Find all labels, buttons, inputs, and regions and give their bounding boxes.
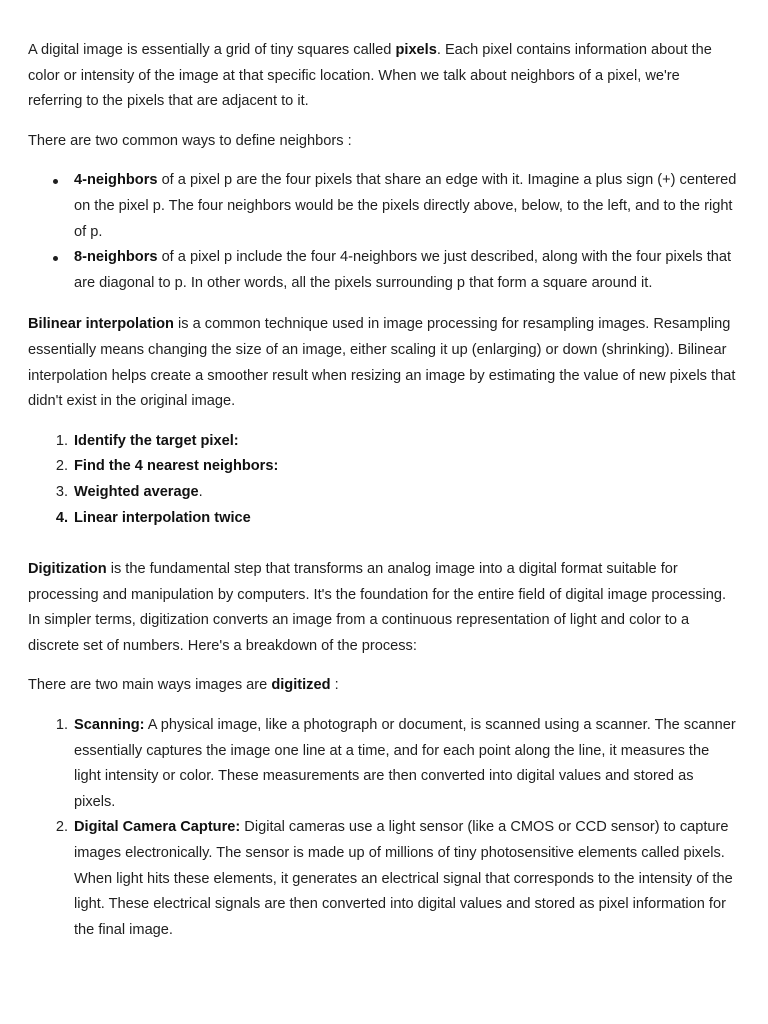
step-text: . xyxy=(198,483,203,500)
term-8-neighbors: 8-neighbors xyxy=(74,249,158,266)
digitization-paragraph xyxy=(28,557,738,659)
ways-text-end: : xyxy=(330,677,339,694)
bilinear-paragraph xyxy=(28,312,738,414)
digitized-term: digitized xyxy=(271,677,331,694)
desc-8-neighbors: of a pixel p include the four 4-neighbors we just described, along with the four pixels that are diagonal to p. In other words, all the pixels surrounding p that form a square around it. xyxy=(74,249,732,291)
list-item-scanning xyxy=(55,713,738,815)
method-text: Digital cameras use a light sensor (like a CMOS or CCD sensor) to capture images electronically. The sensor is made up of millions of tiny photosensitive elements called pixels. When light hits these elements, it generates an electrical signal that corresponds to the intensity of the light. These electrical signals are then converted into digital values and stored as pixel information for the final image. xyxy=(74,819,733,938)
step-number: 4. xyxy=(55,509,68,526)
method-number: 2. xyxy=(55,819,68,836)
method-text: A physical image, like a photograph or document, is scanned using a scanner. The scanner essentially captures the image one line at a time, and for each point along the line, it measures the light intensity or color. These measurements are then converted into digital values and stored as pixels. xyxy=(74,717,736,810)
intro-text-start: A digital image is essentially a grid of tiny squares called xyxy=(28,42,396,58)
desc-4-neighbors: of a pixel p are the four pixels that share an edge with it. Imagine a plus sign (+) centered on the pixel p. The four neighbors would be the pixels directly above, below, to the left, and to the right of p. xyxy=(74,172,737,240)
bilinear-steps-list xyxy=(28,429,738,531)
intro-paragraph xyxy=(28,38,738,115)
method-title: Scanning: xyxy=(74,717,145,734)
step-title: Weighted average xyxy=(74,483,199,500)
ways-paragraph xyxy=(28,673,738,699)
intro-text-end: . Each pixel contains information about the color or intensity of the image at that specific location. When we talk about neighbors of a pixel, we're referring to the pixels that are adjacent to it. xyxy=(28,42,712,110)
digitization-term: Digitization xyxy=(28,561,107,578)
list-item-step-3 xyxy=(55,480,738,506)
step-number: 1. xyxy=(55,432,68,449)
list-item-8-neighbors xyxy=(74,245,738,296)
term-4-neighbors: 4-neighbors xyxy=(74,172,158,189)
bilinear-text: is a common technique used in image processing for resampling images. Resampling essentially means changing the size of an image, either scaling it up (enlarging) or down (shrinking). Bilinear interpolation helps create a smoother result when resizing an image by estimating the value of new pixels that didn't exist in the original image. xyxy=(28,316,736,410)
list-item-step-4 xyxy=(55,506,738,532)
method-title: Digital Camera Capture: xyxy=(74,819,241,836)
step-number: 3. xyxy=(55,483,68,500)
neighbors-list xyxy=(28,168,738,296)
list-item-step-1 xyxy=(55,429,738,455)
pixels-term: pixels xyxy=(395,42,437,58)
digitization-text: is the fundamental step that transforms an analog image into a digital format suitable for processing and manipulation by computers. It's the foundation for the entire field of digital image processing. In simpler terms, digitization converts an image from a continuous representation of light and color to a discrete set of numbers. Here's a breakdown of the process: xyxy=(28,561,727,654)
ways-text-start: There are two main ways images are xyxy=(28,677,272,694)
list-item-4-neighbors xyxy=(74,168,738,245)
step-title: Identify the target pixel: xyxy=(74,432,239,449)
list-item-step-2 xyxy=(55,454,738,480)
method-number: 1. xyxy=(55,717,68,734)
digitization-methods-list xyxy=(28,713,738,943)
two-ways-paragraph: There are two common ways to define neighbors : xyxy=(28,132,352,149)
bilinear-term: Bilinear interpolation xyxy=(28,316,174,333)
list-item-camera-capture xyxy=(55,815,738,943)
step-number: 2. xyxy=(55,458,68,475)
step-title: Find the 4 nearest neighbors: xyxy=(74,458,279,475)
step-title: Linear interpolation twice xyxy=(74,509,251,526)
